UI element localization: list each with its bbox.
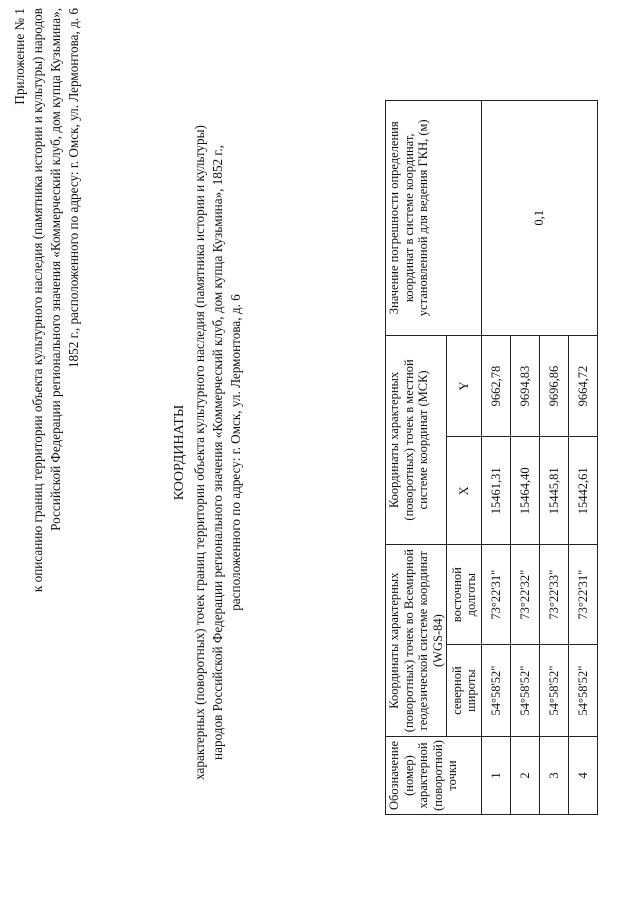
appendix-line-1: к описанию границ территории объекта культурного наследия (памятника истории и культуры) народов <box>30 8 45 593</box>
cell-y: 9664,72 <box>569 335 598 437</box>
cell-x: 15445,81 <box>540 437 569 545</box>
cell-longitude: 73°22'33" <box>540 545 569 645</box>
title-line-2: народов Российской Федерации регионального значения «Коммерческий клуб, дом купца Кузьмина», 1852 г., <box>210 145 225 760</box>
header-y: Y <box>447 335 482 437</box>
header-x: X <box>447 437 482 545</box>
cell-x: 15464,40 <box>511 437 540 545</box>
cell-point: 4 <box>569 737 598 815</box>
cell-y: 9694,83 <box>511 335 540 437</box>
header-latitude: северной широты <box>447 645 482 737</box>
cell-point: 2 <box>511 737 540 815</box>
cell-x: 15442,61 <box>569 437 598 545</box>
cell-longitude: 73°22'31" <box>482 545 511 645</box>
cell-latitude: 54°58'52" <box>511 645 540 737</box>
cell-x: 15461,31 <box>482 437 511 545</box>
cell-point: 1 <box>482 737 511 815</box>
cell-longitude: 73°22'32" <box>511 545 540 645</box>
header-msk: Координаты характерных (поворотных) точек в местной системе координат (МСК) <box>386 335 447 545</box>
cell-point: 3 <box>540 737 569 815</box>
title-line-3: расположенного по адресу: г. Омск, ул. Лермонтова, д. 6 <box>228 294 243 611</box>
header-wgs: Координаты характерных (поворотных) точек во Всемирной геодезической системе координат (WGS-84) <box>386 545 447 737</box>
cell-accuracy: 0,1 <box>482 101 598 336</box>
header-longitude: восточной долготы <box>447 545 482 645</box>
appendix-line-3: 1852 г., расположенного по адресу: г. Омск, ул. Лермонтова, д. 6 <box>66 8 81 369</box>
appendix-line-2: Российской Федерации регионального значения «Коммерческий клуб, дом купца Кузьмина», <box>48 8 63 531</box>
title-line-1: характерных (поворотных) точек границ территории объекта культурного наследия (памятника истории и культуры) <box>192 125 207 780</box>
document-heading: КООРДИНАТЫ <box>172 404 187 501</box>
header-accuracy: Значение погрешности определения координат в системе координат, установленной для ведения ГКН, (м) <box>386 101 482 336</box>
cell-longitude: 73°22'31" <box>569 545 598 645</box>
coordinates-table <box>385 100 598 815</box>
cell-y: 9696,86 <box>540 335 569 437</box>
table-row <box>482 101 511 815</box>
cell-latitude: 54°58'52" <box>540 645 569 737</box>
cell-y: 9662,78 <box>482 335 511 437</box>
cell-latitude: 54°58'52" <box>569 645 598 737</box>
cell-latitude: 54°58'52" <box>482 645 511 737</box>
table-header-row <box>386 101 447 815</box>
header-point: Обозначение (номер) характерной (поворотной) точки <box>386 737 482 815</box>
appendix-number: Приложение № 1 <box>12 8 27 105</box>
